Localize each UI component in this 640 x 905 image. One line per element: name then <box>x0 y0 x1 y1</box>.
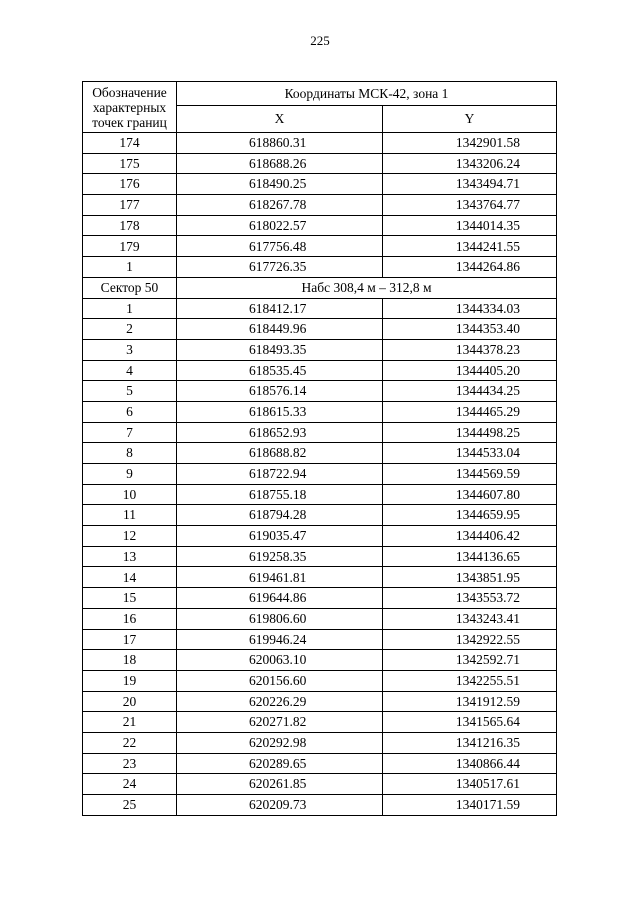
table-row <box>83 753 557 774</box>
point-cell: 1 <box>83 257 177 278</box>
x-coordinate-cell: 619461.81 <box>177 567 383 588</box>
point-cell: 20 <box>83 691 177 712</box>
table-row <box>83 153 557 174</box>
x-coordinate-cell: 618493.35 <box>177 339 383 360</box>
table-row <box>83 236 557 257</box>
point-cell: 175 <box>83 153 177 174</box>
point-cell: 178 <box>83 215 177 236</box>
table-row <box>83 608 557 629</box>
point-cell: 8 <box>83 443 177 464</box>
y-coordinate-cell: 1344014.35 <box>383 215 557 236</box>
point-cell: 10 <box>83 484 177 505</box>
x-coordinate-cell: 618722.94 <box>177 464 383 485</box>
table-header <box>83 82 557 133</box>
table-row <box>83 381 557 402</box>
point-cell: 2 <box>83 319 177 340</box>
table-row <box>83 484 557 505</box>
point-cell: 9 <box>83 464 177 485</box>
table-row <box>83 464 557 485</box>
point-cell: 13 <box>83 546 177 567</box>
x-coordinate-cell: 620063.10 <box>177 650 383 671</box>
y-coordinate-cell: 1342901.58 <box>383 133 557 154</box>
point-cell: 16 <box>83 608 177 629</box>
x-coordinate-cell: 617726.35 <box>177 257 383 278</box>
sector-label-cell: Сектор 50 <box>83 277 177 298</box>
y-coordinate-cell: 1344406.42 <box>383 526 557 547</box>
page-number: 225 <box>310 33 330 48</box>
x-coordinate-cell: 618652.93 <box>177 422 383 443</box>
y-coordinate-cell: 1342922.55 <box>383 629 557 650</box>
point-cell: 11 <box>83 505 177 526</box>
point-cell: 6 <box>83 401 177 422</box>
y-coordinate-cell: 1344434.25 <box>383 381 557 402</box>
x-coordinate-cell: 619035.47 <box>177 526 383 547</box>
x-coordinate-cell: 618688.82 <box>177 443 383 464</box>
x-coordinate-cell: 618615.33 <box>177 401 383 422</box>
table-row <box>83 195 557 216</box>
table-row <box>83 629 557 650</box>
x-coordinate-cell: 620156.60 <box>177 670 383 691</box>
point-cell: 4 <box>83 360 177 381</box>
table-row <box>83 443 557 464</box>
point-cell: 24 <box>83 774 177 795</box>
table-row <box>83 691 557 712</box>
x-coordinate-cell: 618412.17 <box>177 298 383 319</box>
table-row <box>83 588 557 609</box>
x-coordinate-cell: 618688.26 <box>177 153 383 174</box>
y-column-header: Y <box>383 105 557 132</box>
coordinates-title-header: Координаты МСК-42, зона 1 <box>177 82 557 106</box>
table-row <box>83 526 557 547</box>
table-row <box>83 567 557 588</box>
x-coordinate-cell: 618535.45 <box>177 360 383 381</box>
y-coordinate-cell: 1343206.24 <box>383 153 557 174</box>
table-row <box>83 650 557 671</box>
y-coordinate-cell: 1342592.71 <box>383 650 557 671</box>
x-coordinate-cell: 620209.73 <box>177 795 383 816</box>
point-cell: 12 <box>83 526 177 547</box>
table-row <box>83 795 557 816</box>
sector-height-range-cell: Набс 308,4 м – 312,8 м <box>177 277 557 298</box>
point-cell: 176 <box>83 174 177 195</box>
point-cell: 17 <box>83 629 177 650</box>
y-coordinate-cell: 1343243.41 <box>383 608 557 629</box>
x-coordinate-cell: 618490.25 <box>177 174 383 195</box>
y-coordinate-cell: 1344264.86 <box>383 257 557 278</box>
y-coordinate-cell: 1344334.03 <box>383 298 557 319</box>
table-row <box>83 401 557 422</box>
x-coordinate-cell: 620289.65 <box>177 753 383 774</box>
table-row <box>83 732 557 753</box>
table-row <box>83 505 557 526</box>
y-coordinate-cell: 1343553.72 <box>383 588 557 609</box>
table-row <box>83 298 557 319</box>
table-row <box>83 774 557 795</box>
y-coordinate-cell: 1343851.95 <box>383 567 557 588</box>
y-coordinate-cell: 1341565.64 <box>383 712 557 733</box>
table-row <box>83 319 557 340</box>
point-cell: 3 <box>83 339 177 360</box>
table-row <box>83 712 557 733</box>
x-coordinate-cell: 620271.82 <box>177 712 383 733</box>
point-cell: 23 <box>83 753 177 774</box>
y-coordinate-cell: 1340171.59 <box>383 795 557 816</box>
x-coordinate-cell: 618794.28 <box>177 505 383 526</box>
x-coordinate-cell: 620261.85 <box>177 774 383 795</box>
point-cell: 15 <box>83 588 177 609</box>
y-coordinate-cell: 1344498.25 <box>383 422 557 443</box>
y-coordinate-cell: 1344607.80 <box>383 484 557 505</box>
point-cell: 25 <box>83 795 177 816</box>
y-coordinate-cell: 1343764.77 <box>383 195 557 216</box>
point-cell: 21 <box>83 712 177 733</box>
point-cell: 174 <box>83 133 177 154</box>
table-row <box>83 174 557 195</box>
point-designation-header: Обозначение характерных точек границ <box>83 82 177 133</box>
x-coordinate-cell: 619644.86 <box>177 588 383 609</box>
table-row <box>83 670 557 691</box>
point-cell: 179 <box>83 236 177 257</box>
point-cell: 14 <box>83 567 177 588</box>
table-row <box>83 360 557 381</box>
y-coordinate-cell: 1344241.55 <box>383 236 557 257</box>
y-coordinate-cell: 1342255.51 <box>383 670 557 691</box>
table-row <box>83 257 557 278</box>
y-coordinate-cell: 1344136.65 <box>383 546 557 567</box>
x-coordinate-cell: 618267.78 <box>177 195 383 216</box>
y-coordinate-cell: 1340866.44 <box>383 753 557 774</box>
coordinates-table <box>82 81 557 816</box>
y-coordinate-cell: 1341912.59 <box>383 691 557 712</box>
y-coordinate-cell: 1344405.20 <box>383 360 557 381</box>
x-coordinate-cell: 618022.57 <box>177 215 383 236</box>
x-coordinate-cell: 618755.18 <box>177 484 383 505</box>
point-cell: 177 <box>83 195 177 216</box>
x-column-header: X <box>177 105 383 132</box>
y-coordinate-cell: 1341216.35 <box>383 732 557 753</box>
table-row <box>83 215 557 236</box>
point-cell: 19 <box>83 670 177 691</box>
y-coordinate-cell: 1343494.71 <box>383 174 557 195</box>
x-coordinate-cell: 618576.14 <box>177 381 383 402</box>
table-body <box>83 133 557 816</box>
y-coordinate-cell: 1344569.59 <box>383 464 557 485</box>
sector-row <box>83 277 557 298</box>
point-cell: 7 <box>83 422 177 443</box>
y-coordinate-cell: 1344378.23 <box>383 339 557 360</box>
y-coordinate-cell: 1344659.95 <box>383 505 557 526</box>
y-coordinate-cell: 1344533.04 <box>383 443 557 464</box>
y-coordinate-cell: 1340517.61 <box>383 774 557 795</box>
x-coordinate-cell: 618860.31 <box>177 133 383 154</box>
table-row <box>83 339 557 360</box>
point-cell: 5 <box>83 381 177 402</box>
point-cell: 22 <box>83 732 177 753</box>
x-coordinate-cell: 620292.98 <box>177 732 383 753</box>
x-coordinate-cell: 619946.24 <box>177 629 383 650</box>
x-coordinate-cell: 618449.96 <box>177 319 383 340</box>
x-coordinate-cell: 617756.48 <box>177 236 383 257</box>
table-row <box>83 133 557 154</box>
x-coordinate-cell: 619806.60 <box>177 608 383 629</box>
table-row <box>83 546 557 567</box>
x-coordinate-cell: 619258.35 <box>177 546 383 567</box>
y-coordinate-cell: 1344353.40 <box>383 319 557 340</box>
y-coordinate-cell: 1344465.29 <box>383 401 557 422</box>
point-cell: 18 <box>83 650 177 671</box>
point-cell: 1 <box>83 298 177 319</box>
x-coordinate-cell: 620226.29 <box>177 691 383 712</box>
table-row <box>83 422 557 443</box>
